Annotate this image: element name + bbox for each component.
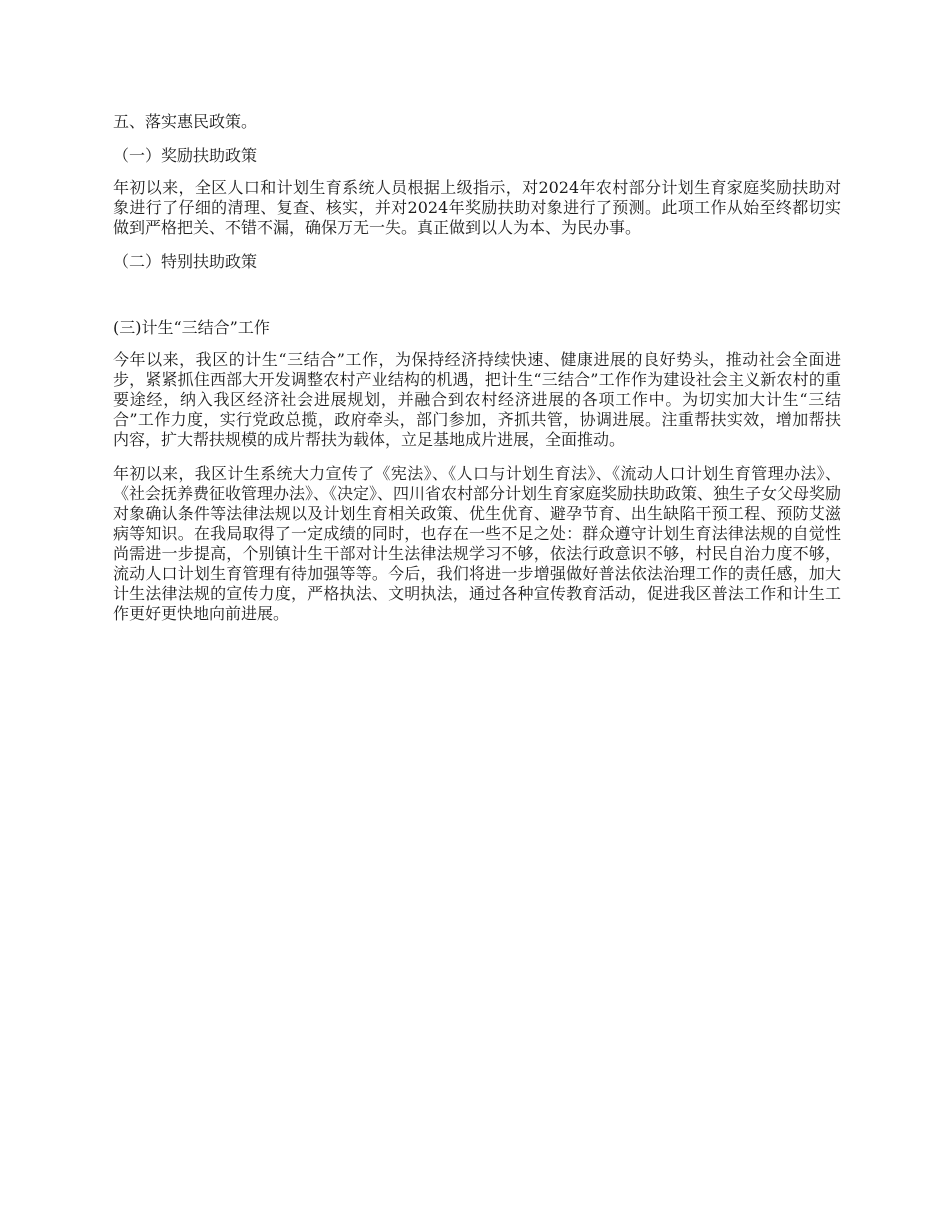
paragraph-law-publicity: 年初以来，我区计生系统大力宣传了《宪法》、《人口与计划生育法》、《流动人口计划生育管理办法》、《社会抚养费征收管理办法》、《决定》、四川省农村部分计划生育家庭奖励扶助政策、独生子女父母奖励对象确认条件等法律法规以及计划生育相关政策、优生优育、避孕节育、出生缺陷干预工程、预防艾滋病等知识。在我局取得了一定成绩的同时，也存在一些不足之处：群众遵守计划生育法律法规的自觉性尚需进一步提高，个别镇计生干部对计生法律法规学习不够，依法行政意识不够，村民自治力度不够，流动人口计划生育管理有待加强等等。今后，我们将进一步增强做好普法依法治理工作的责任感，加大计生法律法规的宣传力度，严格执法、文明执法，通过各种宣传教育活动，促进我区普法工作和计生工作更好更快地向前进展。 <box>113 464 842 623</box>
section-heading: 五、落实惠民政策。 <box>113 112 258 131</box>
paragraph-reward-policy: 年初以来，全区人口和计划生育系统人员根据上级指示，对2024年农村部分计划生育家庭奖励扶助对象进行了仔细的清理、复查、核实，并对2024年奖励扶助对象进行了预测。此项工作从始至终都切实做到严格把关、不错不漏，确保万无一失。真正做到以人为本、为民办事。 <box>113 178 841 237</box>
subsection-heading-special: （二）特别扶助政策 <box>113 252 258 271</box>
blank-space <box>113 284 841 318</box>
subsection-heading-three-combination: (三)计生“三结合”工作 <box>113 318 270 337</box>
paragraph-three-combination: 今年以来，我区的计生“三结合”工作，为保持经济持续快速、健康进展的良好势头，推动社会全面进步，紧紧抓住西部大开发调整农村产业结构的机遇，把计生“三结合”工作作为建设社会主义新农村的重要途经，纳入我区经济社会进展规划，并融合到农村经济进展的各项工作中。为切实加大计生“三结合”工作力度，实行党政总揽，政府牵头，部门参加，齐抓共管，协调进展。注重帮扶实效，增加帮扶内容，扩大帮扶规模的成片帮扶为载体，立足基地成片进展，全面推动。 <box>113 350 841 449</box>
subsection-heading-reward: （一）奖励扶助政策 <box>113 146 258 165</box>
document-page <box>113 112 841 638</box>
